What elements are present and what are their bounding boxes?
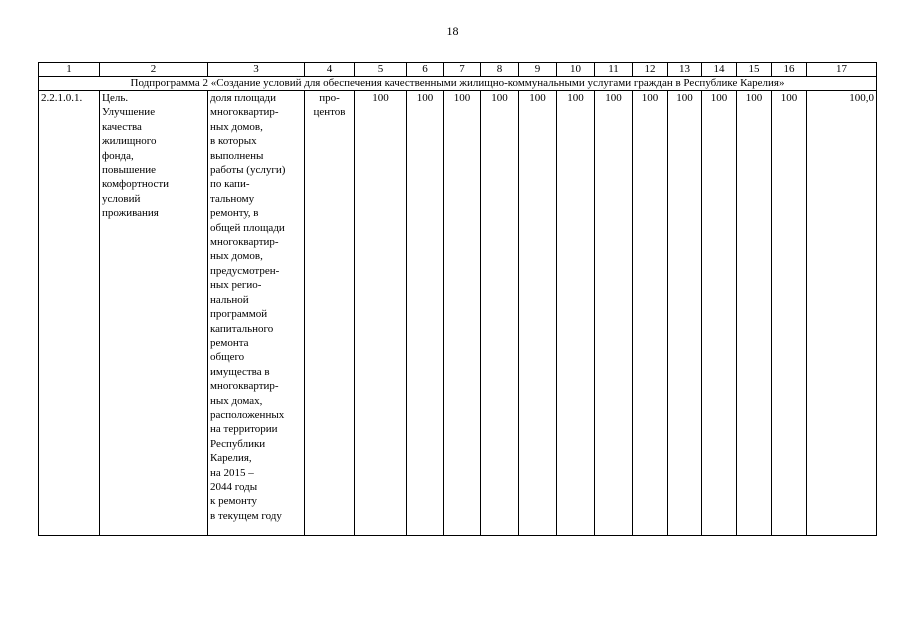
row-code: 2.2.1.0.1. (39, 91, 100, 536)
value-cell: 100 (702, 91, 737, 536)
subprogram-title: Подпрограмма 2 «Создание условий для обеспечения качественными жилищно-коммунальными услугами граждан в Республике Карелия» (39, 77, 877, 91)
text-line: качества (102, 120, 142, 133)
text-line: ных домов, (210, 250, 263, 263)
text-line: ных регио- (210, 279, 262, 292)
text-line: общего (210, 351, 245, 364)
column-number-row (39, 63, 877, 77)
text-line: доля площади (210, 92, 276, 104)
value-cell: 100 (407, 91, 444, 536)
text-line: комфортности (102, 178, 170, 191)
column-header: 9 (519, 63, 557, 77)
text-line: к ремонту (210, 495, 257, 508)
column-header: 8 (481, 63, 519, 77)
text-line: Республики (210, 437, 266, 450)
column-header: 16 (772, 63, 807, 77)
value-cell: 100 (519, 91, 557, 536)
column-header: 6 (407, 63, 444, 77)
value-cell: 100 (355, 91, 407, 536)
text-line: общей площади (210, 221, 285, 234)
unit-cell (305, 91, 355, 536)
text-line: нальной (210, 293, 249, 306)
text-line: жилищного (102, 135, 157, 148)
column-header: 11 (595, 63, 633, 77)
column-header: 7 (444, 63, 481, 77)
text-line: в которых (210, 135, 257, 148)
column-header: 4 (305, 63, 355, 77)
column-header: 1 (39, 63, 100, 77)
column-header: 14 (702, 63, 737, 77)
text-line: на 2015 – (210, 466, 254, 479)
value-cell: 100 (737, 91, 772, 536)
value-cell: 100 (668, 91, 702, 536)
text-line: Карелия, (210, 452, 252, 465)
column-header: 10 (557, 63, 595, 77)
text-line: проживания (102, 207, 159, 220)
text-line: предусмотрен- (210, 264, 280, 277)
value-cell: 100 (481, 91, 519, 536)
text-line: ремонта (210, 336, 249, 349)
subprogram-row (39, 77, 877, 91)
text-line: про- (319, 92, 340, 104)
goal-cell (100, 91, 208, 536)
column-header: 3 (208, 63, 305, 77)
value-cell: 100 (444, 91, 481, 536)
text-line: 2044 годы (210, 480, 258, 493)
indicator-cell (208, 91, 305, 536)
text-line: центов (313, 106, 346, 119)
column-header: 2 (100, 63, 208, 77)
text-line: работы (услуги) (210, 164, 286, 177)
final-value-cell: 100,0 (807, 91, 877, 536)
value-cell: 100 (595, 91, 633, 536)
text-line: ремонту, в (210, 207, 259, 220)
column-header: 15 (737, 63, 772, 77)
text-line: Цель. (102, 92, 129, 104)
text-line: выполнены (210, 149, 264, 162)
text-line: фонда, (102, 149, 134, 162)
text-line: в текущем году (210, 509, 282, 522)
column-header: 17 (807, 63, 877, 77)
table-row (39, 91, 877, 536)
indicator-table (38, 62, 877, 536)
text-line: многоквартир- (210, 380, 279, 393)
text-line: ных домах, (210, 394, 263, 407)
text-line: многоквартир- (210, 236, 279, 249)
text-line: условий (102, 192, 141, 205)
text-line: на территории (210, 423, 278, 436)
value-cell: 100 (633, 91, 668, 536)
text-line: расположенных (210, 408, 285, 421)
value-cell: 100 (557, 91, 595, 536)
text-line: капитального (210, 322, 274, 335)
text-line: ных домов, (210, 120, 263, 133)
text-line: имущества в (210, 365, 270, 378)
text-line: по капи- (210, 178, 250, 191)
text-line: Улучшение (102, 106, 156, 119)
column-header: 12 (633, 63, 668, 77)
text-line: многоквартир- (210, 106, 279, 119)
text-line: тальному (210, 192, 255, 205)
text-line: повышение (102, 164, 156, 177)
column-header: 13 (668, 63, 702, 77)
page-number: 18 (446, 24, 459, 38)
value-cell: 100 (772, 91, 807, 536)
text-line: программой (210, 308, 268, 321)
column-header: 5 (355, 63, 407, 77)
